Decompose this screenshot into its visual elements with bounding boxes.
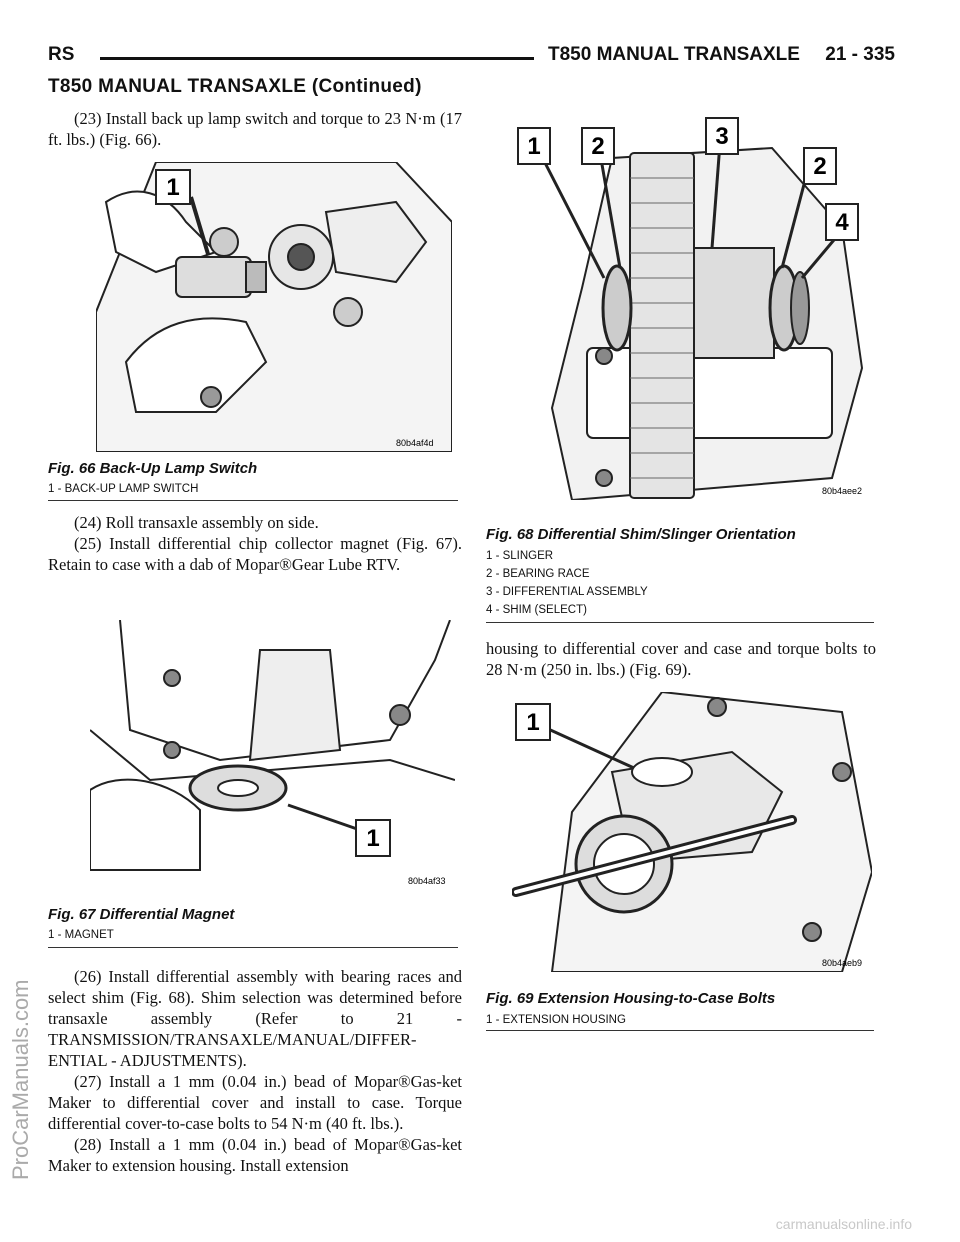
watermark: ProCarManuals.com (8, 979, 33, 1180)
fig68-legend-item-2: 2 - BEARING RACE (486, 568, 590, 580)
step-23-block (48, 108, 462, 150)
fig69-rule (486, 1030, 874, 1031)
fig66-legend-item: 1 - BACK-UP LAMP SWITCH (48, 483, 199, 495)
fig66-illustration (96, 162, 452, 452)
step-28: (28) Install a 1 mm (0.04 in.) bead of Mopar®Gas-ket Maker to extension housing. Install extension (48, 1135, 462, 1175)
fig68-callout-3: 3 (715, 123, 729, 150)
fig69-legend (486, 1011, 626, 1029)
fig66-code: 80b4af4d (396, 438, 434, 448)
page-number: 21 - 335 (825, 44, 895, 65)
step-24: (24) Roll transaxle assembly on side. (74, 513, 319, 532)
fig68-callout-2b: 2 (813, 153, 827, 180)
fig67-code: 80b4af33 (408, 876, 446, 886)
fig69-code: 80b4aeb9 (822, 958, 863, 968)
continued-heading: T850 MANUAL TRANSAXLE (Continued) (48, 76, 422, 97)
step-25: (25) Install differential chip collector magnet (Fig. 67). Retain to case with a dab of Mopar®Gear Lube RTV. (48, 534, 462, 574)
step-23: (23) Install back up lamp switch and torque to 23 N·m (17 ft. lbs.) (Fig. 66). (48, 109, 462, 149)
steps-24-25-block (48, 512, 462, 575)
fig69-legend-item: 1 - EXTENSION HOUSING (486, 1014, 626, 1026)
fig68-legend-item-1: 1 - SLINGER (486, 550, 554, 562)
fig68-legend (486, 547, 648, 619)
fig66-caption: Fig. 66 Back-Up Lamp Switch (48, 460, 258, 477)
step-26: (26) Install differential assembly with bearing races and select shim (Fig. 68). Shim selection was determined before transaxle assembly (Refer to 21 - TRANSMISSION/TRANSAXLE/MANUAL/DIFFER-ENTIAL - ADJUSTMENTS). (48, 967, 462, 1070)
fig69-callout-1: 1 (526, 709, 540, 736)
fig68-legend-item-4: 4 - SHIM (SELECT) (486, 604, 587, 616)
header-rule (100, 57, 534, 60)
step-28-continued-block (486, 638, 876, 680)
manual-title: T850 MANUAL TRANSAXLE (548, 44, 800, 65)
fig67-caption: Fig. 67 Differential Magnet (48, 906, 235, 923)
fig68-code: 80b4aee2 (822, 486, 863, 496)
footer-watermark: carmanualsonline.info (775, 1216, 912, 1232)
fig69-illustration (512, 692, 872, 972)
fig69-caption: Fig. 69 Extension Housing-to-Case Bolts (486, 990, 776, 1007)
fig68-legend-item-3: 3 - DIFFERENTIAL ASSEMBLY (486, 586, 648, 598)
fig67-legend-item: 1 - MAGNET (48, 929, 114, 941)
fig67-legend (48, 926, 114, 944)
fig67-rule (48, 947, 458, 948)
fig67-illustration (90, 620, 455, 890)
fig66-callout-1: 1 (166, 174, 180, 201)
fig68-caption: Fig. 68 Differential Shim/Slinger Orientation (486, 526, 796, 543)
step-27: (27) Install a 1 mm (0.04 in.) bead of Mopar®Gas-ket Maker to differential cover and install to case. Torque differential cover-to-case bolts to 54 N·m (40 ft. lbs.). (48, 1072, 462, 1133)
fig68-callout-4: 4 (835, 209, 849, 236)
fig67-callout-1: 1 (366, 825, 380, 852)
fig68-callout-2a: 2 (591, 133, 605, 160)
fig68-illustration (512, 108, 877, 500)
fig68-callout-1: 1 (527, 133, 541, 160)
fig66-rule (48, 500, 458, 501)
running-header (548, 44, 895, 66)
step-28-continued: housing to differential cover and case and torque bolts to 28 N·m (250 in. lbs.) (Fig. 69). (486, 639, 876, 679)
fig66-legend (48, 480, 198, 498)
fig68-rule (486, 622, 874, 623)
section-code: RS (48, 44, 75, 65)
steps-26-28-block (48, 966, 462, 1176)
